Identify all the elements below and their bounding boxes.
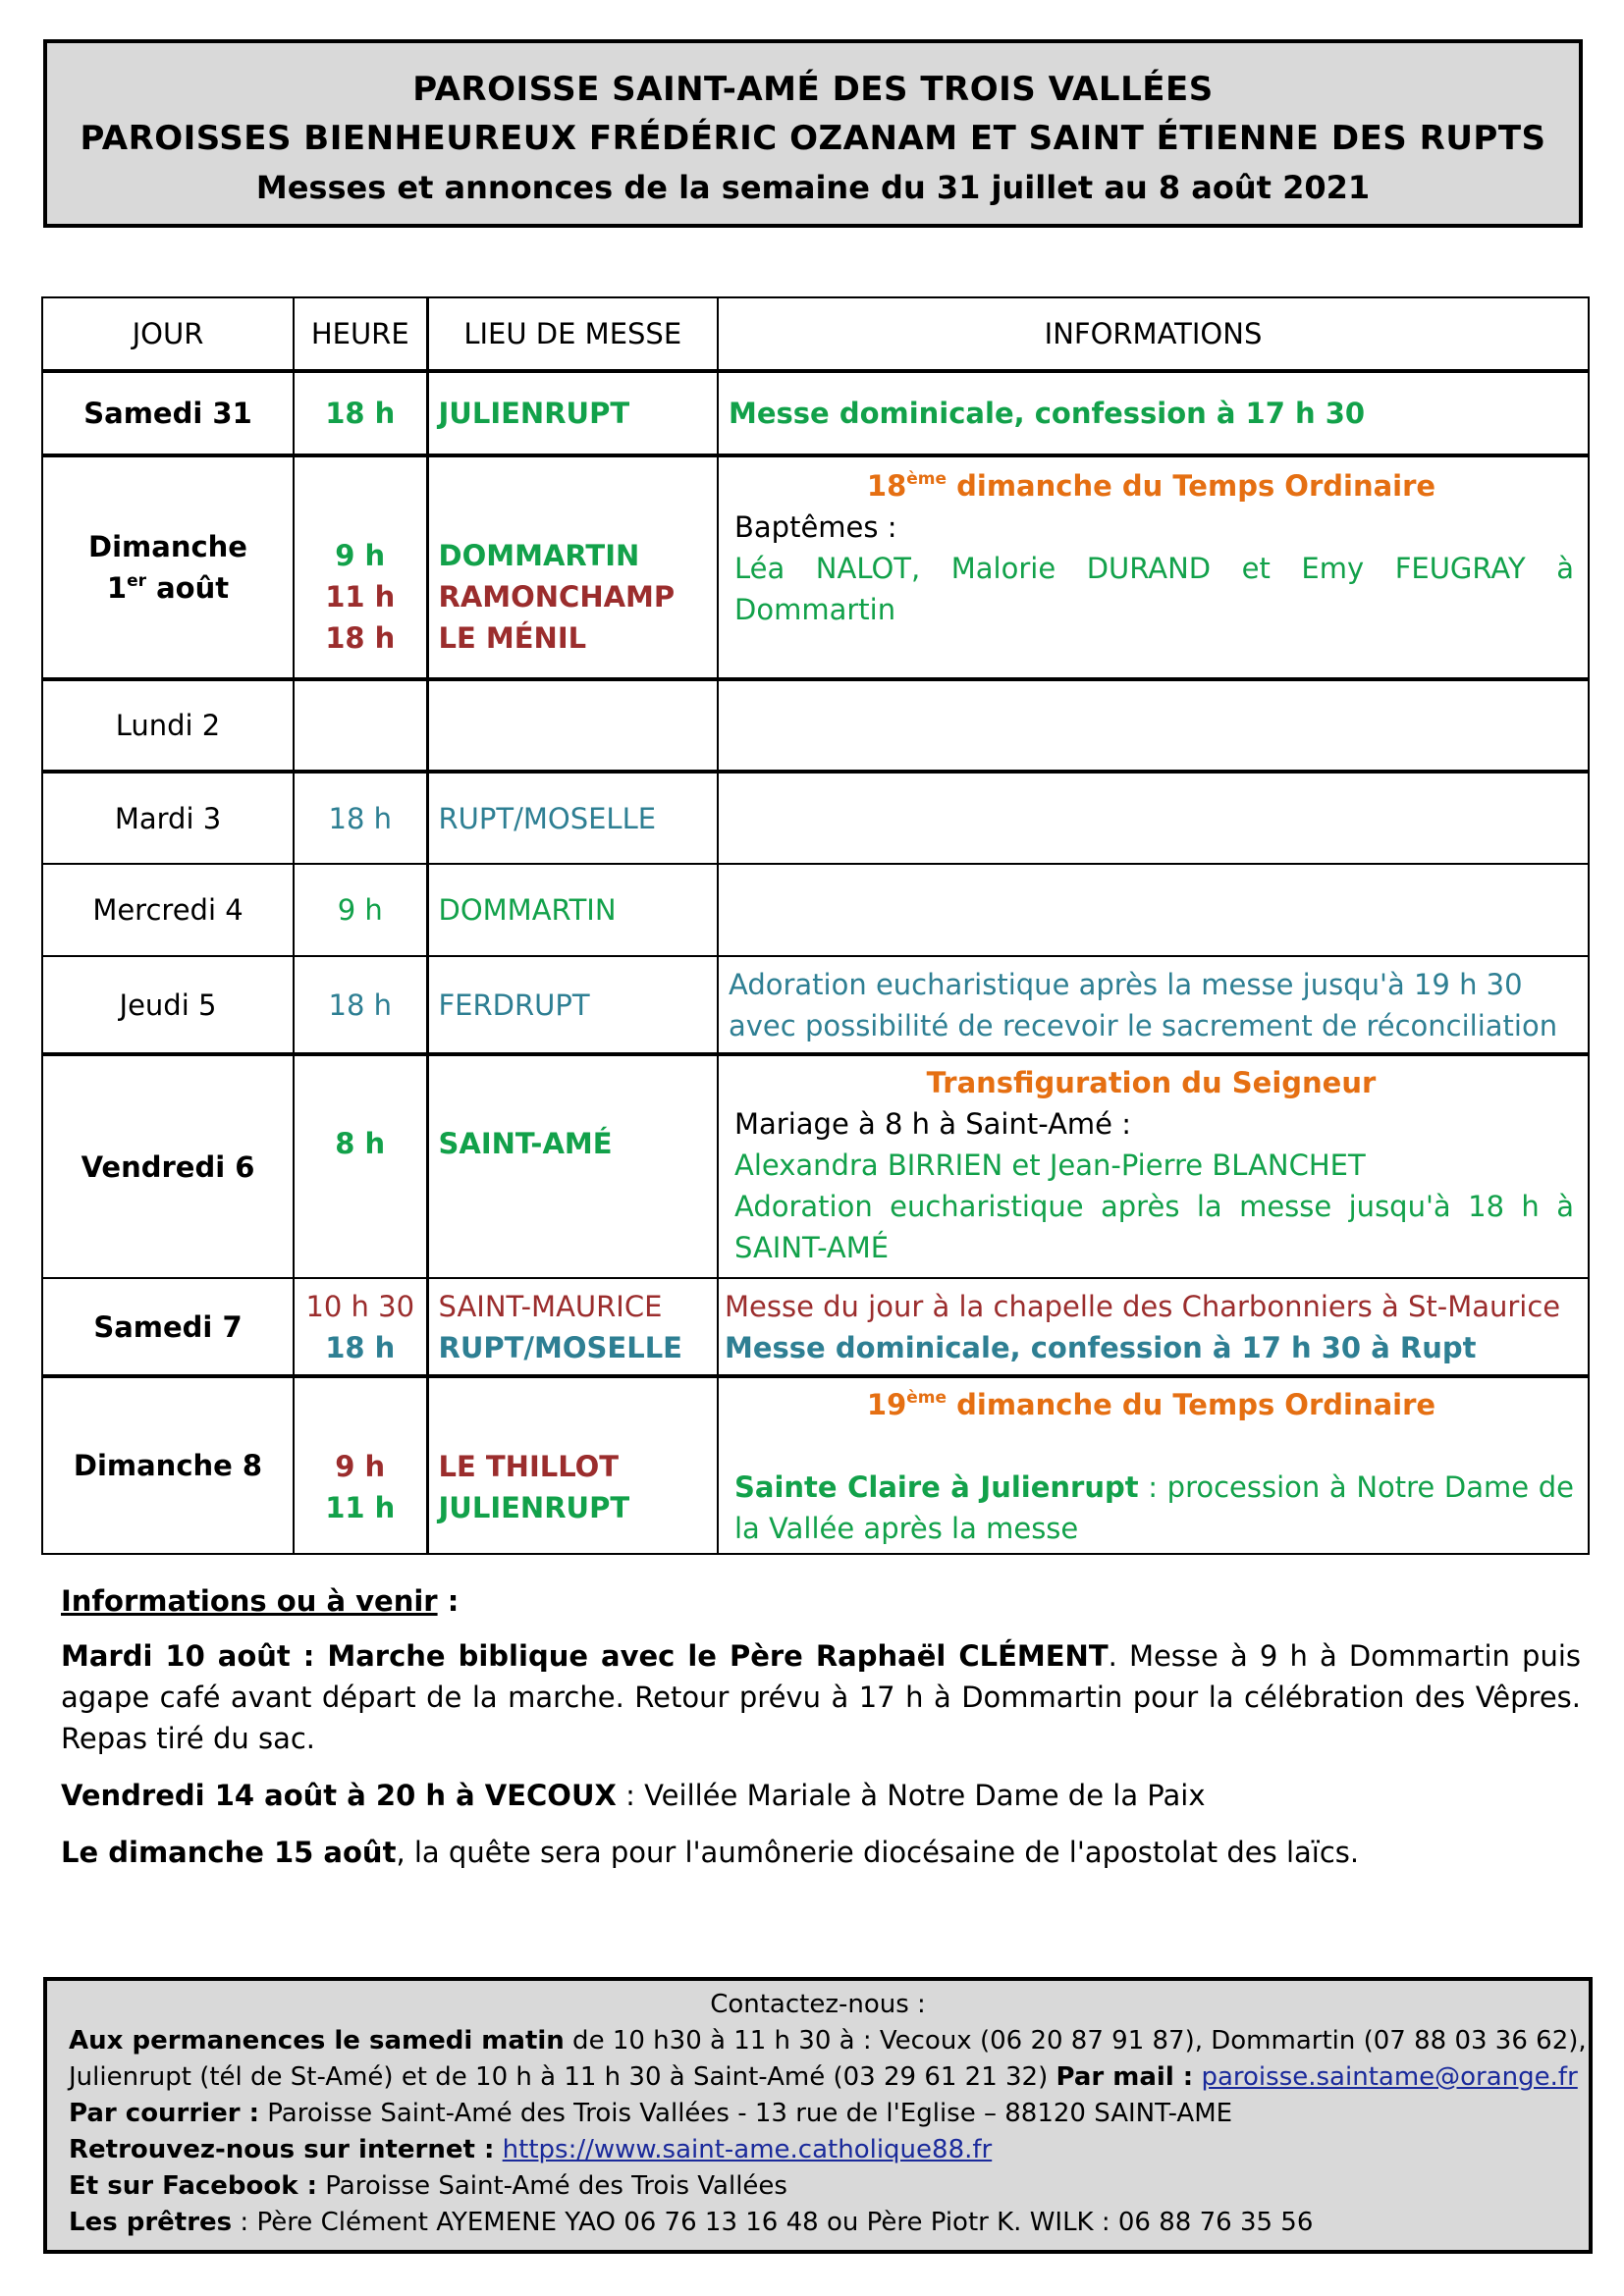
day-cell: Samedi 31 <box>42 371 294 455</box>
time-cell: 18 h <box>294 371 427 455</box>
place-cell: JULIENRUPT <box>427 371 718 455</box>
table-row <box>42 455 1589 679</box>
day-cell <box>42 455 294 679</box>
place-cell: FERDRUPT <box>427 956 718 1054</box>
website-line: Retrouvez-nous sur internet : https://www.saint-ame.catholique88.fr <box>69 2135 993 2164</box>
col-header-informations: INFORMATIONS <box>718 297 1589 371</box>
day-cell: Jeudi 5 <box>42 956 294 1054</box>
place-cell <box>427 1278 718 1376</box>
place-value: DOMMARTIN <box>438 539 640 572</box>
info-cell <box>718 679 1589 772</box>
info-cell <box>718 1054 1589 1278</box>
facebook-line: Et sur Facebook : Paroisse Saint-Amé des Trois Vallées <box>69 2171 787 2201</box>
liturgical-day: 19ème dimanche du Temps Ordinaire <box>866 1388 1436 1421</box>
table-row <box>42 864 1589 956</box>
info-body: Alexandra BIRRIEN et Jean-Pierre BLANCHET <box>734 1148 1366 1182</box>
announcement-item: Vendredi 14 août à 20 h à VECOUX : Veillée Mariale à Notre Dame de la Paix <box>61 1779 1206 1812</box>
time-value: 18 h <box>325 621 396 655</box>
place-cell <box>427 455 718 679</box>
parishes-subtitle: PAROISSES BIENHEUREUX FRÉDÉRIC OZANAM ET SAINT ÉTIENNE DES RUPTS <box>80 119 1546 158</box>
time-cell: 9 h <box>294 864 427 956</box>
table-row <box>42 371 1589 455</box>
place-value: RUPT/MOSELLE <box>438 1330 682 1364</box>
info-body: Adoration eucharistique après la messe jusqu'à 18 h à SAINT-AMÉ <box>734 1190 1574 1264</box>
day-cell: Samedi 7 <box>42 1278 294 1376</box>
table-row <box>42 956 1589 1054</box>
day-name: Dimanche <box>88 530 247 563</box>
place-value: SAINT-MAURICE <box>438 1289 663 1323</box>
day-cell: Dimanche 8 <box>42 1376 294 1554</box>
time-cell <box>294 679 427 772</box>
time-value: 18 h <box>325 1330 396 1364</box>
table-row <box>42 1278 1589 1376</box>
day-cell: Mardi 3 <box>42 772 294 864</box>
day-cell: Mercredi 4 <box>42 864 294 956</box>
table-header-row <box>42 297 1589 371</box>
table-row <box>42 772 1589 864</box>
place-value: JULIENRUPT <box>438 1491 630 1524</box>
contact-box <box>43 1977 1593 2254</box>
mass-schedule-table <box>41 296 1590 1555</box>
permanences-line: Aux permanences le samedi matin de 10 h30 à 11 h 30 à : Vecoux (06 20 87 91 87), Dommartin (07 88 03 36 62), <box>69 2026 1587 2056</box>
info-cell <box>718 455 1589 679</box>
liturgical-day: Transfiguration du Seigneur <box>926 1066 1377 1099</box>
document-header <box>43 39 1583 228</box>
info-line: Messe dominicale, confession à 17 h 30 à Rupt <box>725 1330 1477 1364</box>
col-header-lieu: LIEU DE MESSE <box>427 297 718 371</box>
time-value: 11 h <box>325 1491 396 1524</box>
time-value: 9 h <box>335 539 386 572</box>
upcoming-title: Informations ou à venir : <box>61 1584 460 1618</box>
info-label: Mariage à 8 h à Saint-Amé : <box>734 1107 1131 1141</box>
announcement-item: Le dimanche 15 août, la quête sera pour l'aumônerie diocésaine de l'apostolat des laïcs. <box>61 1836 1360 1869</box>
place-cell: RUPT/MOSELLE <box>427 772 718 864</box>
info-line: Messe du jour à la chapelle des Charbonniers à St-Maurice <box>725 1289 1561 1323</box>
place-cell <box>427 679 718 772</box>
info-cell <box>718 1376 1589 1554</box>
place-cell <box>427 1376 718 1554</box>
mail-address-line: Par courrier : Paroisse Saint-Amé des Trois Vallées - 13 rue de l'Eglise – 88120 SAINT-AME <box>69 2099 1233 2128</box>
place-value: LE THILLOT <box>438 1450 620 1483</box>
contact-title: Contactez-nous : <box>710 1990 926 2019</box>
parish-title: PAROISSE SAINT-AMÉ DES TROIS VALLÉES <box>412 70 1214 109</box>
place-value: LE MÉNIL <box>438 621 587 655</box>
time-cell <box>294 1376 427 1554</box>
info-cell <box>718 864 1589 956</box>
liturgical-day: 18ème dimanche du Temps Ordinaire <box>866 469 1436 503</box>
time-value: 9 h <box>335 1450 386 1483</box>
col-header-heure: HEURE <box>294 297 427 371</box>
day-cell: Vendredi 6 <box>42 1054 294 1278</box>
day-cell: Lundi 2 <box>42 679 294 772</box>
time-cell: 8 h <box>294 1054 427 1278</box>
priests-line: Les prêtres : Père Clément AYEMENE YAO 06 76 13 16 48 ou Père Piotr K. WILK : 06 88 76 35 56 <box>69 2208 1314 2237</box>
info-cell: Messe dominicale, confession à 17 h 30 <box>718 371 1589 455</box>
website-link[interactable]: https://www.saint-ame.catholique88.fr <box>502 2135 993 2164</box>
time-value: 11 h <box>325 580 396 614</box>
place-cell: DOMMARTIN <box>427 864 718 956</box>
time-cell <box>294 1278 427 1376</box>
time-value: 10 h 30 <box>305 1289 415 1323</box>
permanences-line-2: Julienrupt (tél de St-Amé) et de 10 h à 11 h 30 à Saint-Amé (03 29 61 21 32) Par mail : paroisse.saintame@orange.fr <box>69 2062 1578 2092</box>
info-label: Baptêmes : <box>734 510 897 544</box>
upcoming-information <box>61 1580 1581 1889</box>
info-cell: Adoration eucharistique après la messe jusqu'à 19 h 30 avec possibilité de recevoir le sacrement de réconciliation <box>718 956 1589 1054</box>
place-cell: SAINT-AMÉ <box>427 1054 718 1278</box>
announcement-item: Mardi 10 août : Marche biblique avec le Père Raphaël CLÉMENT. Messe à 9 h à Dommartin puis agape café avant départ de la marche. Retour prévu à 17 h à Dommartin pour la célébration des Vêpres. Repas tiré du sac. <box>61 1639 1581 1755</box>
info-cell <box>718 1278 1589 1376</box>
col-header-jour: JOUR <box>42 297 294 371</box>
info-body: Sainte Claire à Julienrupt : procession à Notre Dame de la Vallée après la messe <box>734 1470 1574 1545</box>
table-row <box>42 1376 1589 1554</box>
time-cell: 18 h <box>294 772 427 864</box>
info-cell <box>718 772 1589 864</box>
time-cell: 18 h <box>294 956 427 1054</box>
place-value: RAMONCHAMP <box>438 580 676 614</box>
table-row <box>42 679 1589 772</box>
week-title: Messes et annonces de la semaine du 31 juillet au 8 août 2021 <box>255 169 1371 206</box>
email-link[interactable]: paroisse.saintame@orange.fr <box>1201 2062 1578 2092</box>
day-date: 1er août <box>106 571 230 605</box>
time-cell <box>294 455 427 679</box>
info-body: Léa NALOT, Malorie DURAND et Emy FEUGRAY à Dommartin <box>734 552 1574 626</box>
table-row <box>42 1054 1589 1278</box>
